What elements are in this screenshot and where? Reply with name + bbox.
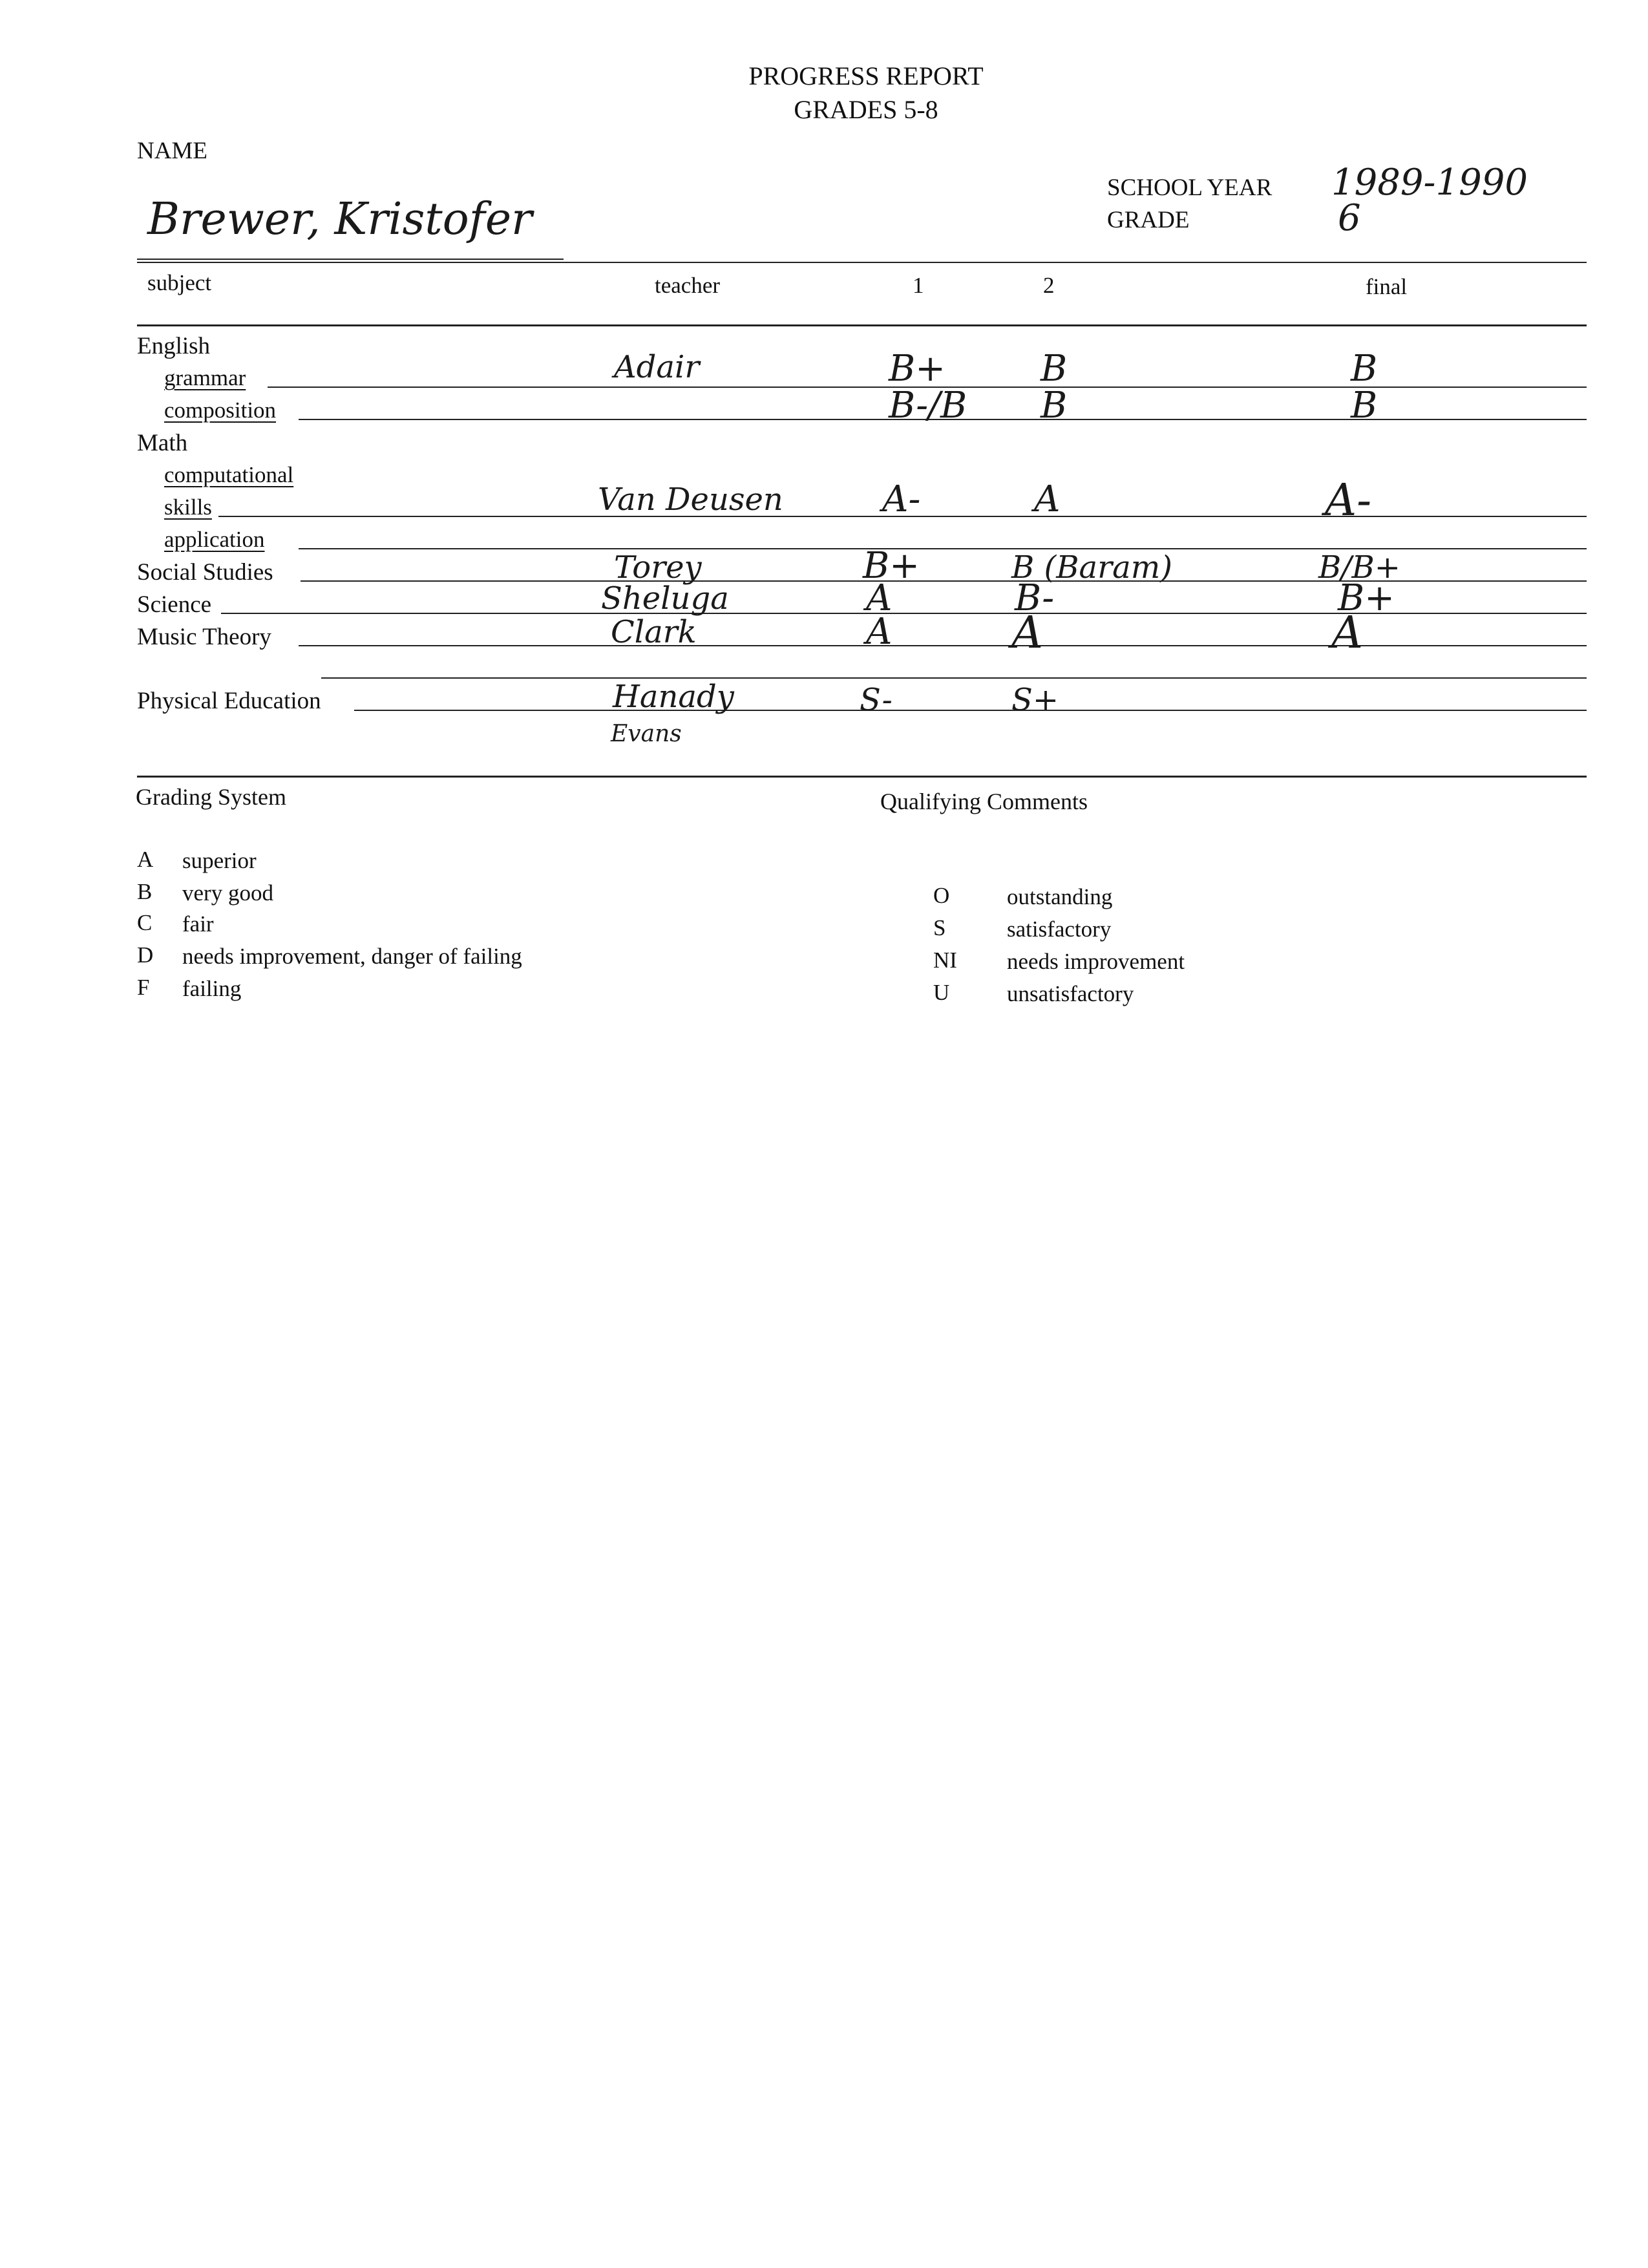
comment-code: U: [933, 980, 950, 1005]
qualifying-comments-title: Qualifying Comments: [880, 789, 1088, 814]
social-studies-q1: B+: [863, 545, 920, 587]
subject-english: English: [137, 333, 211, 359]
column-header-rule: [137, 324, 1587, 326]
school-year-value: 1989-1990: [1331, 162, 1528, 204]
report-subtitle: GRADES 5-8: [794, 95, 938, 124]
skills-q2: A: [1034, 478, 1061, 520]
science-final: B+: [1338, 577, 1395, 619]
grade-letter: C: [137, 910, 153, 935]
teacher-math: Van Deusen: [598, 482, 783, 518]
col-teacher: teacher: [655, 273, 721, 298]
name-underline: [137, 259, 564, 260]
grade-letter: A: [137, 847, 154, 872]
name-label: NAME: [137, 138, 207, 164]
composition-final: B: [1351, 385, 1378, 427]
school-year-label: SCHOOL YEAR: [1107, 175, 1273, 201]
report-title: PROGRESS REPORT: [748, 61, 984, 90]
grade-meaning: needs improvement, danger of failing: [182, 944, 522, 969]
subject-computational: computational: [164, 462, 294, 487]
composition-q2: B: [1041, 385, 1068, 427]
grade-letter: F: [137, 975, 150, 1000]
music-theory-final: A: [1331, 608, 1364, 659]
subject-music-theory: Music Theory: [137, 624, 271, 650]
subject-grammar: grammar: [164, 365, 246, 390]
grade-value: 6: [1338, 197, 1361, 239]
subject-application: application: [164, 527, 265, 552]
student-name: Brewer, Kristofer: [147, 194, 533, 245]
teacher-physical-education: Hanady: [613, 679, 734, 715]
grammar-q1: B+: [889, 348, 946, 390]
composition-q1: B-/B: [889, 385, 967, 427]
col-subject: subject: [147, 270, 212, 295]
grammar-final: B: [1351, 348, 1378, 390]
social-studies-q2: B (Baram): [1011, 549, 1172, 586]
grades-bottom-rule: [137, 776, 1587, 778]
pe-q1: S-: [860, 682, 893, 718]
social-studies-final: B/B+: [1318, 549, 1400, 586]
pe-q2: S+: [1011, 682, 1059, 718]
teacher-science: Sheluga: [601, 580, 729, 617]
pe-top-line: [321, 677, 1587, 679]
subject-social-studies: Social Studies: [137, 559, 273, 586]
pe-line: [354, 710, 1587, 711]
col-quarter-2: 2: [1043, 273, 1055, 298]
comment-meaning: needs improvement: [1007, 949, 1185, 974]
grade-meaning: fair: [182, 911, 214, 937]
grade-meaning: superior: [182, 848, 257, 873]
grading-system-title: Grading System: [136, 784, 286, 810]
subject-math: Math: [137, 430, 188, 456]
music-theory-q2: A: [1011, 608, 1044, 659]
science-q2: B-: [1015, 577, 1055, 619]
teacher-physical-education-2: Evans: [611, 721, 682, 747]
comment-code: O: [933, 883, 950, 908]
teacher-grammar: Adair: [614, 349, 700, 385]
subject-skills: skills: [164, 494, 212, 520]
grade-meaning: very good: [182, 880, 273, 906]
grammar-q2: B: [1041, 348, 1068, 390]
comment-code: S: [933, 915, 946, 940]
music-theory-q1: A: [866, 611, 893, 653]
teacher-music-theory: Clark: [611, 614, 697, 650]
header-rule: [137, 262, 1587, 263]
music-theory-line: [299, 645, 1587, 646]
subject-composition: composition: [164, 397, 277, 423]
comment-meaning: satisfactory: [1007, 917, 1112, 942]
col-quarter-1: 1: [913, 273, 924, 298]
comment-meaning: outstanding: [1007, 884, 1113, 909]
grade-label: GRADE: [1107, 207, 1190, 233]
grade-meaning: failing: [182, 976, 242, 1001]
subject-physical-education: Physical Education: [137, 688, 321, 714]
teacher-social-studies: Torey: [614, 549, 702, 586]
comment-meaning: unsatisfactory: [1007, 981, 1134, 1006]
col-final: final: [1366, 274, 1408, 299]
subject-science: Science: [137, 591, 212, 618]
skills-final: A-: [1325, 475, 1372, 526]
science-q1: A: [866, 577, 893, 619]
comment-code: NI: [933, 948, 957, 973]
grade-letter: D: [137, 942, 154, 968]
skills-q1: A-: [882, 478, 921, 520]
grade-letter: B: [137, 879, 153, 904]
